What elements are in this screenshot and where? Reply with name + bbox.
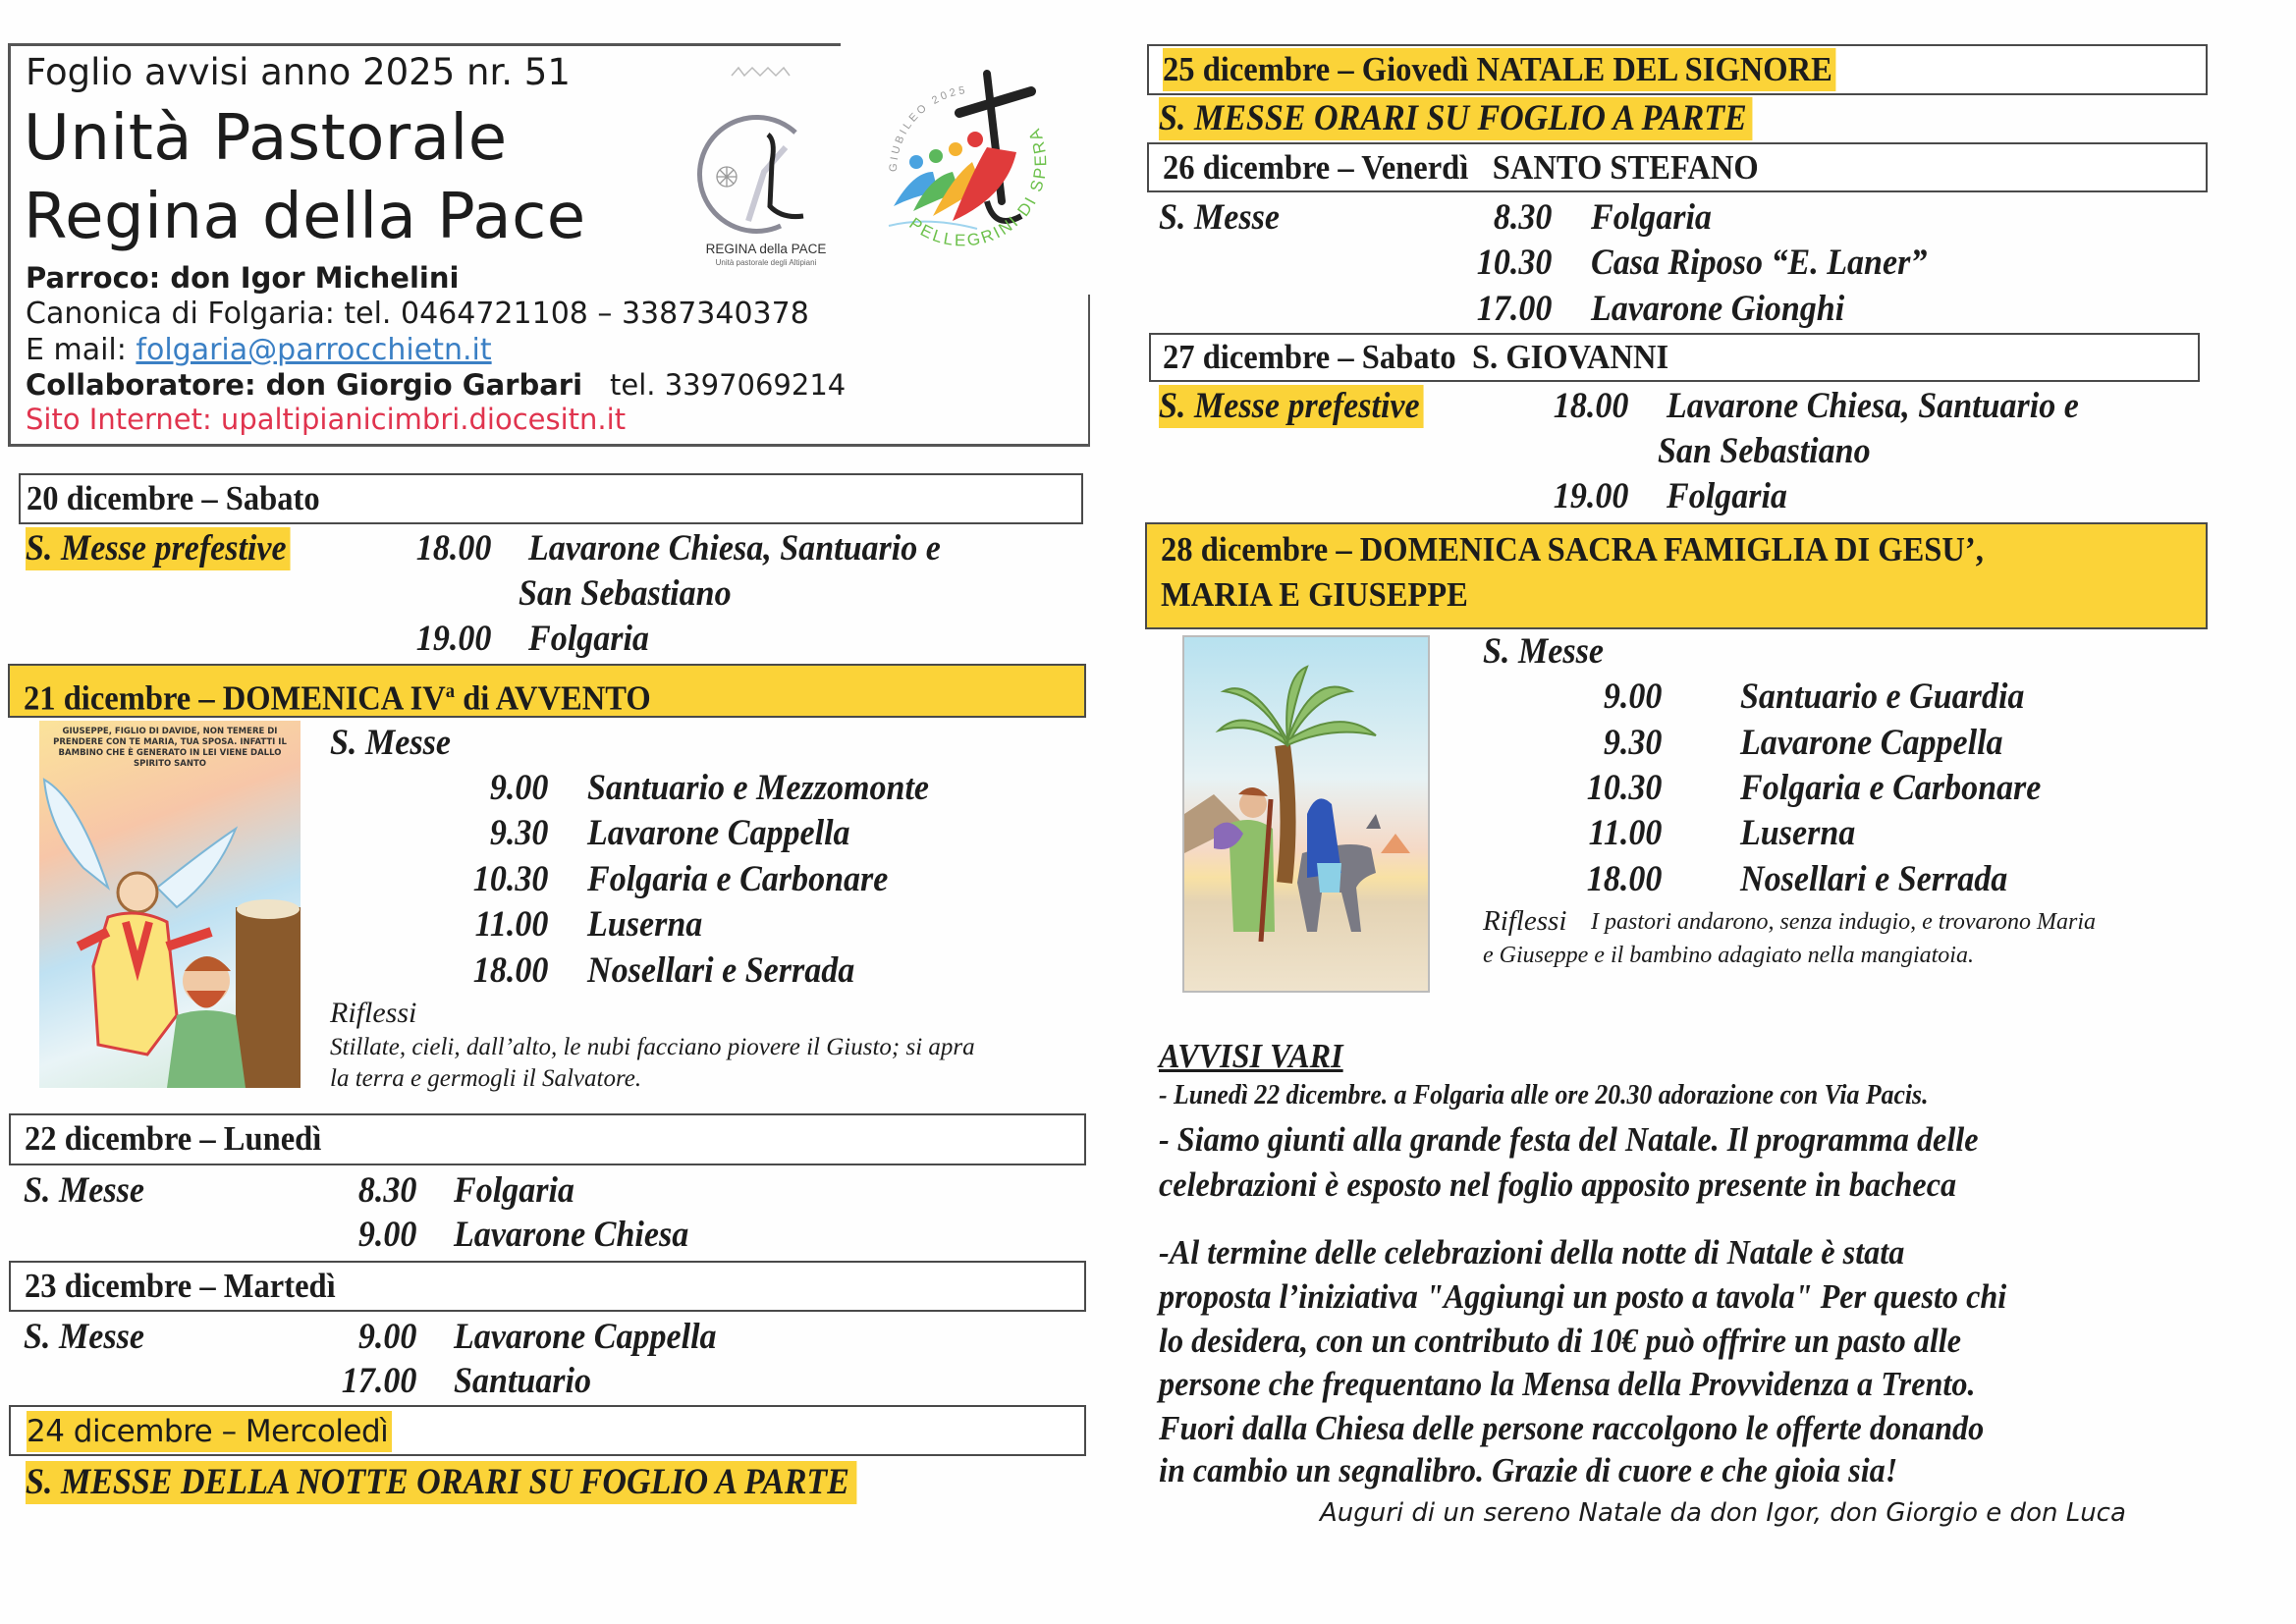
mass-place: Casa Riposo “E. Laner” (1591, 243, 1928, 283)
mass-place: Santuario e Mezzomonte (587, 768, 930, 808)
mass-time: 9.00 (357, 1317, 417, 1357)
mass-place: Santuario (454, 1361, 592, 1401)
day-title: 24 dicembre – Mercoledì (27, 1411, 392, 1452)
unit-title-line2: Regina della Pace (24, 181, 586, 253)
riflessi-label: Riflessi (330, 997, 417, 1029)
mass-label: S. Messe (1483, 631, 1604, 672)
regina-logo-line1: REGINA della PACE (705, 242, 827, 256)
header-border-left (8, 43, 11, 446)
riflessi-text-line1: Stillate, cieli, dall’alto, le nubi facciano piovere il Giusto; si apra (330, 1034, 975, 1060)
mass-time: 19.00 (1553, 476, 1629, 516)
mass-time: 9.30 (489, 813, 549, 853)
header-border-right (1088, 295, 1090, 447)
mass-time: 11.00 (1588, 813, 1663, 853)
mass-time: 17.00 (1476, 289, 1553, 329)
regina-della-pace-logo (687, 64, 845, 275)
angel-icon (39, 721, 301, 1088)
notice-item-3-line: lo desidera, con un contributo di 10€ può offrire un pasto alle (1159, 1322, 1962, 1360)
notice-item-1: - Lunedì 22 dicembre. a Folgaria alle ore 20.30 adorazione con Via Pacis. (1159, 1080, 1929, 1110)
notice-item-3-line: -Al termine delle celebrazioni della notte di Natale è stata (1159, 1233, 1905, 1272)
riflessi-text-line2: e Giuseppe e il bambino adagiato nella mangiatoia. (1483, 943, 1974, 968)
mass-time: 17.00 (341, 1361, 417, 1401)
mass-time: 10.30 (1586, 768, 1663, 808)
mass-place: Folgaria e Carbonare (1740, 768, 2042, 808)
holy-family-illustration (1182, 635, 1430, 993)
notice-item-2-line2: celebrazioni è esposto nel foglio apposito presente in bacheca (1159, 1165, 1957, 1204)
day-header-25-dicembre (1147, 44, 2208, 95)
mass-time: 10.30 (472, 859, 549, 899)
mass-place: Lavarone Cappella (587, 813, 850, 853)
mass-place: Luserna (1740, 813, 1856, 853)
mass-place: Santuario e Guardia (1740, 677, 2025, 717)
night-mass-note: S. MESSE DELLA NOTTE ORARI SU FOGLIO A PARTE (26, 1461, 856, 1504)
mass-place: Nosellari e Serrada (1740, 859, 2008, 899)
mass-label: S. Messe (24, 1170, 144, 1211)
mass-place: Folgaria (1667, 476, 1787, 516)
notices-heading: AVVISI VARI (1159, 1037, 1343, 1075)
day-title-main: 21 dicembre – DOMENICA IV (24, 678, 446, 718)
notice-item-3-line: proposta l’iniziativa "Aggiungi un posto a tavola" Per questo chi (1159, 1277, 2007, 1316)
christmas-mass-note: S. MESSE ORARI SU FOGLIO A PARTE (1159, 97, 1752, 140)
day-header-28-dicembre (1145, 522, 2208, 629)
mass-time: 18.00 (1586, 859, 1663, 899)
collaboratore-line (26, 368, 846, 402)
giubileo-bottom-text: PELLEGRINI DI SPERA (905, 124, 1051, 250)
mass-place: Luserna (587, 904, 703, 945)
day-title: 27 dicembre – Sabato S. GIOVANNI (1163, 338, 1669, 376)
mass-place: Lavarone Chiesa, Santuario e (528, 528, 941, 568)
header-border-bottom (8, 444, 1090, 447)
issue-number: Foglio avvisi anno 2025 nr. 51 (26, 51, 571, 93)
day-title: 25 dicembre – Giovedì NATALE DEL SIGNORE (1163, 48, 1836, 91)
day-title: 26 dicembre – Venerdì SANTO STEFANO (1163, 148, 1759, 187)
mass-place: Folgaria (528, 619, 649, 659)
mass-time: 18.00 (1553, 386, 1629, 426)
day-header-21-dicembre (8, 664, 1086, 718)
canonica-phone: Canonica di Folgaria: tel. 0464721108 – 3387340378 (26, 297, 809, 331)
unit-title-line1: Unità Pastorale (24, 102, 508, 175)
mass-time: 11.00 (474, 904, 549, 945)
mass-label: S. Messe (24, 1317, 144, 1357)
regina-logo-icon (687, 64, 845, 275)
day-title-line1: 28 dicembre – DOMENICA SACRA FAMIGLIA DI GESU’, (1161, 530, 1984, 568)
notice-item-3-line: in cambio un segnalibro. Grazie di cuore e che gioia sia! (1159, 1451, 1898, 1489)
mass-place: Lavarone Cappella (454, 1317, 717, 1357)
svg-text:GIUBILEO 2025 (888, 84, 968, 172)
parroco: Parroco: don Igor Michelini (26, 261, 460, 295)
day-header-22-dicembre (9, 1113, 1086, 1165)
mass-place: Folgaria e Carbonare (587, 859, 889, 899)
day-title: 23 dicembre – Martedì (25, 1267, 336, 1305)
day-title: 20 dicembre – Sabato (27, 479, 320, 517)
mass-label-prefestive: S. Messe prefestive (26, 527, 290, 570)
email-label: E mail: (26, 333, 137, 367)
mass-time: 10.30 (1476, 243, 1553, 283)
mass-place: Folgaria (454, 1170, 574, 1211)
mass-label: S. Messe (1159, 197, 1280, 238)
day-title-sup: a (445, 680, 456, 702)
giubileo-logo-icon (869, 54, 1080, 280)
mass-time: 18.00 (415, 528, 492, 568)
day-header-20-dicembre (19, 473, 1083, 524)
email-line (26, 333, 492, 367)
giubileo-2025-logo (869, 54, 1080, 280)
riflessi-text-line1: I pastori andarono, senza indugio, e trovarono Maria (1591, 909, 2096, 935)
riflessi-text-line2: la terra e germogli il Salvatore. (330, 1065, 642, 1092)
mass-time: 8.30 (357, 1170, 417, 1211)
email-link[interactable]: folgaria@parrocchietn.it (136, 333, 492, 367)
collaboratore-phone: tel. 3397069214 (610, 368, 847, 402)
mass-time: 18.00 (472, 950, 549, 991)
website-link[interactable]: Sito Internet: upaltipianicimbri.diocesitn.it (26, 403, 627, 436)
day-header-23-dicembre (9, 1261, 1086, 1312)
mass-place: Nosellari e Serrada (587, 950, 855, 991)
mass-place: Folgaria (1591, 197, 1712, 238)
palm-donkey-icon (1184, 637, 1428, 991)
day-header-24-dicembre (9, 1405, 1086, 1456)
day-title (24, 670, 651, 721)
day-title: 22 dicembre – Lunedì (25, 1119, 322, 1158)
regina-logo-line2: Unità pastorale degli Altipiani (715, 258, 817, 267)
notice-item-3-line: persone che frequentano la Mensa della Provvidenza a Trento. (1159, 1365, 1976, 1403)
mass-place: San Sebastiano (519, 573, 732, 614)
riflessi-label: Riflessi (1483, 905, 1567, 937)
day-title-end: di AVVENTO (455, 678, 651, 718)
mass-label-prefestive: S. Messe prefestive (1159, 385, 1423, 428)
mass-place: Lavarone Chiesa (454, 1215, 689, 1255)
mass-time: 9.00 (357, 1215, 417, 1255)
christmas-greeting: Auguri di un sereno Natale da don Igor, don Giorgio e don Luca (1320, 1498, 2126, 1528)
header-border-top (8, 43, 841, 46)
collaboratore: Collaboratore: don Giorgio Garbari (26, 368, 583, 402)
illustration-caption: GIUSEPPE, FIGLIO DI DAVIDE, NON TEMERE DI PRENDERE CON TE MARIA, TUA SPOSA. INFATTI IL BAMBINO CHE È GENERATO IN LEI VIENE DALLO SPIRITO SANTO (53, 727, 287, 769)
notice-item-2-line1: - Siamo giunti alla grande festa del Natale. Il programma delle (1159, 1120, 1979, 1159)
giubileo-top-text: GIUBILEO 2025 (887, 83, 969, 173)
angel-joseph-illustration (39, 721, 301, 1088)
mass-time: 8.30 (1493, 197, 1553, 238)
day-title-line2: MARIA E GIUSEPPE (1161, 575, 1468, 614)
mass-time: 9.30 (1603, 723, 1663, 763)
mass-label: S. Messe (330, 723, 451, 763)
mass-place: San Sebastiano (1658, 431, 1871, 471)
mass-place: Lavarone Chiesa, Santuario e (1667, 386, 2079, 426)
mass-place: Lavarone Gionghi (1591, 289, 1845, 329)
day-header-26-dicembre (1147, 142, 2208, 192)
mass-place: Lavarone Cappella (1740, 723, 2003, 763)
day-header-27-dicembre (1149, 333, 2200, 382)
mass-time: 9.00 (489, 768, 549, 808)
mass-time: 19.00 (415, 619, 492, 659)
mass-time: 9.00 (1603, 677, 1663, 717)
notice-item-3-line: Fuori dalla Chiesa delle persone raccolgono le offerte donando (1159, 1409, 1985, 1447)
